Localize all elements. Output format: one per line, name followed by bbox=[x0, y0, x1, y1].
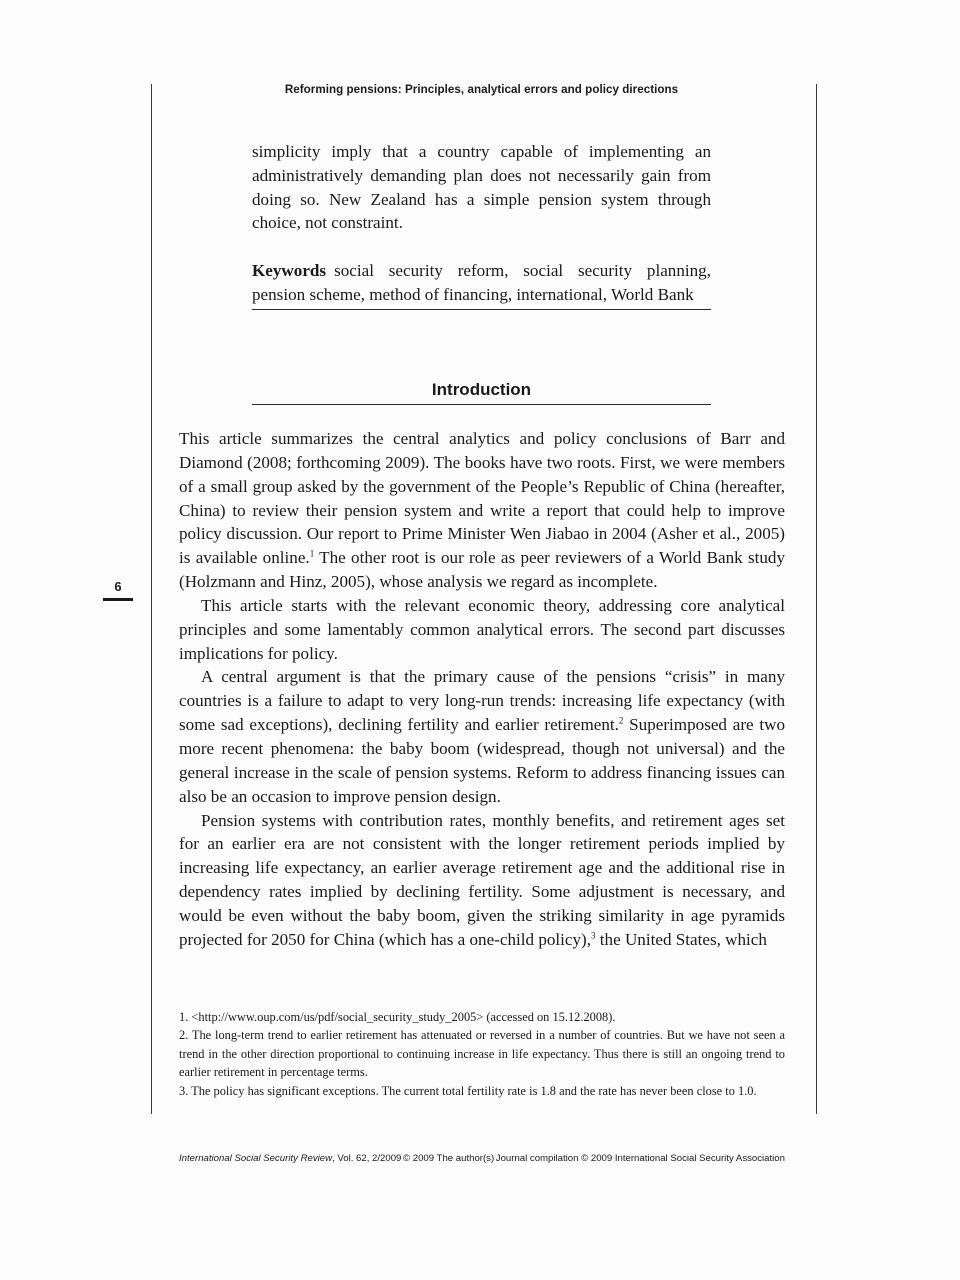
footer-copyright: © 2009 The author(s) bbox=[403, 1153, 495, 1164]
footer-journal: International Social Security Review bbox=[179, 1153, 333, 1164]
footnote: 1. <http://www.oup.com/us/pdf/social_security_study_2005> (accessed on 15.12.2008). bbox=[179, 1010, 616, 1024]
footnote-ref: 3 bbox=[591, 930, 596, 941]
paragraph: This article starts with the relevant economic theory, addressing core analytical principles and some lamentably common analytical errors. The second part discusses implications for policy. bbox=[179, 595, 785, 663]
paragraph bbox=[179, 809, 785, 952]
abstract-tail: simplicity imply that a country capable of implementing an administratively demanding plan does not necessarily gain from doing so. New Zealand has a simple pension system through choice, not constraint. bbox=[252, 142, 711, 233]
left-margin-rule bbox=[151, 84, 152, 1114]
footer-volume: , Vol. 62, 2/2009 bbox=[332, 1153, 402, 1164]
footer-compilation: Journal compilation © 2009 International Social Security Association bbox=[495, 1153, 785, 1164]
footnote: 2. The long-term trend to earlier retirement has attenuated or reversed in a number of countries. But we have not seen a trend in the other direction proportional to continuing increase in life expectancy. Thus there is still an ongoing trend to earlier retirement in percentage terms. bbox=[179, 1028, 785, 1080]
keywords-text: social security reform, social security planning, pension scheme, method of financing, international, World Bank bbox=[252, 261, 711, 304]
paragraph-text: Superimposed are two more recent phenomena: the baby boom (widespread, though not universal) and the general increase in the scale of pension systems. Reform to address financing issues can also be an occasion to improve pension design. bbox=[179, 715, 785, 806]
section-heading: Introduction bbox=[252, 380, 711, 405]
right-margin-rule bbox=[816, 84, 817, 1114]
keywords-label: Keywords bbox=[252, 261, 327, 280]
running-head: Reforming pensions: Principles, analytical errors and policy directions bbox=[284, 83, 679, 96]
footnote-ref: 2 bbox=[618, 715, 624, 726]
paragraph-text: The other root is our role as peer reviewers of a World Bank study (Holzmann and Hinz, 2005), whose analysis we regard as incomplete. bbox=[179, 548, 785, 592]
paragraph bbox=[179, 427, 785, 594]
footer-citation bbox=[179, 1153, 401, 1164]
keywords-block bbox=[252, 259, 711, 310]
footnotes bbox=[179, 1008, 785, 1100]
paragraph-text: Pension systems with contribution rates, monthly benefits, and retirement ages set for an earlier era are not consistent with the longer retirement periods implied by increasing life expectancy, an earlier average retirement age and the additional rise in dependency rates implied by declining fertility. Some adjustment is necessary, and would be even without the baby boom, given the striking similarity in age pyramids projected for 2050 for China (which has a one-child policy), bbox=[179, 810, 785, 949]
page-number: 6 bbox=[114, 579, 122, 594]
paragraph bbox=[179, 665, 785, 808]
paragraph-text: the United States, which bbox=[595, 929, 767, 949]
paragraph-text: This article summarizes the central analytics and policy conclusions of Barr and Diamond (2008; forthcoming 2009). The books have two roots. First, we were members of a small group asked by the government of the People’s Republic of China (hereafter, China) to review their pension system and write a report that could help to improve policy discussion. Our report to Prime Minister Wen Jiabao in 2004 (Asher et al., 2005) is available online. bbox=[179, 429, 785, 568]
paragraph-text: A central argument is that the primary cause of the pensions “crisis” in many countries is a failure to adapt to very long-run trends: increasing life expectancy (with some sad exceptions), declining fertility and earlier retirement. bbox=[179, 667, 785, 735]
page-footer bbox=[179, 1153, 785, 1164]
body-text bbox=[179, 427, 785, 952]
footnote: 3. The policy has significant exceptions. The current total fertility rate is 1.8 and the rate has never been close to 1.0. bbox=[179, 1083, 757, 1098]
footnote-ref: 1 bbox=[309, 548, 315, 559]
page-number-bar bbox=[103, 598, 133, 601]
